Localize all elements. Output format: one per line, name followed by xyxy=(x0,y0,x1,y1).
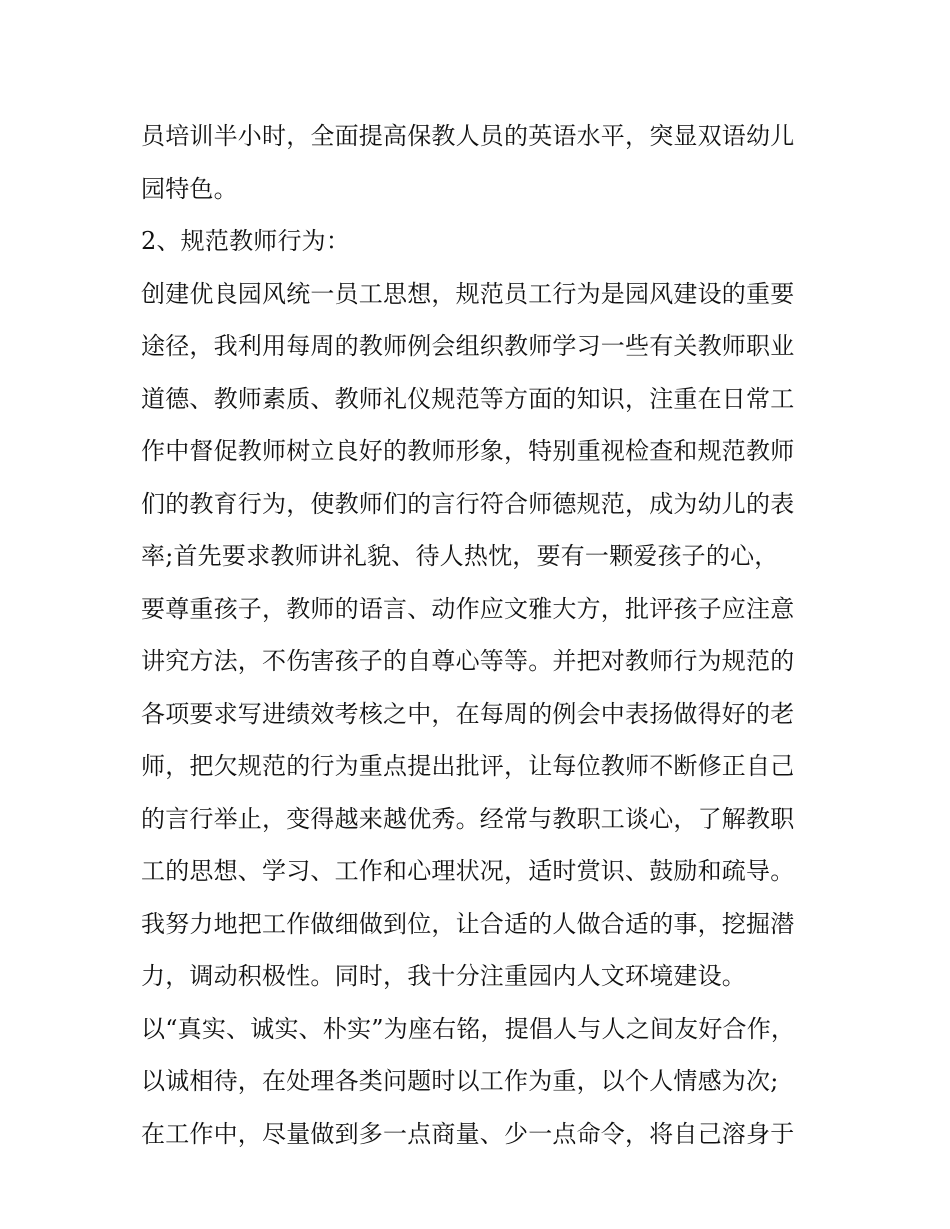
text-line: 以诚相待，在处理各类问题时以工作为重，以个人情感为次; xyxy=(141,1067,779,1095)
body-text xyxy=(141,110,821,1160)
text-line: 各项要求写进绩效考核之中，在每周的例会中表扬做得好的老 xyxy=(141,699,795,728)
text-line: 在工作中，尽量做到多一点商量、少一点命令，将自己溶身于 xyxy=(141,1119,795,1148)
text-line: 员培训半小时，全面提高保教人员的英语水平，突显双语幼儿 xyxy=(141,122,795,150)
section-heading: 2、规范教师行为： xyxy=(141,227,351,255)
text-line: 园特色。 xyxy=(141,174,238,203)
text-line: 讲究方法，不伤害孩子的自尊心等等。并把对教师行为规范的 xyxy=(141,647,795,675)
text-line: 率;首先要求教师讲礼貌、待人热忱，要有一颗爱孩子的心， xyxy=(141,542,779,570)
text-line: 师，把欠规范的行为重点提出批评，让每位教师不断修正自己 xyxy=(141,752,795,780)
text-line: 以“真实、诚实、朴实”为座右铭，提倡人与人之间友好合作， xyxy=(141,1014,796,1043)
text-line: 要尊重孩子，教师的语言、动作应文雅大方，批评孩子应注意 xyxy=(141,594,795,623)
text-line: 途径，我利用每周的教师例会组织教师学习一些有关教师职业 xyxy=(141,332,795,360)
text-line: 我努力地把工作做细做到位，让合适的人做合适的事，挖掘潜 xyxy=(141,909,795,938)
text-line: 们的教育行为，使教师们的言行符合师德规范，成为幼儿的表 xyxy=(141,489,795,518)
text-line: 作中督促教师树立良好的教师形象，特别重视检查和规范教师 xyxy=(141,437,795,465)
text-line: 工的思想、学习、工作和心理状况，适时赏识、鼓励和疏导。 xyxy=(141,857,795,885)
text-line: 道德、教师素质、教师礼仪规范等方面的知识，注重在日常工 xyxy=(141,384,795,413)
text-line: 的言行举止，变得越来越优秀。经常与教职工谈心，了解教职 xyxy=(141,804,795,833)
text-line: 创建优良园风统一员工思想，规范员工行为是园风建设的重要 xyxy=(141,279,795,308)
text-line: 力，调动积极性。同时，我十分注重园内人文环境建设。 xyxy=(141,962,746,990)
